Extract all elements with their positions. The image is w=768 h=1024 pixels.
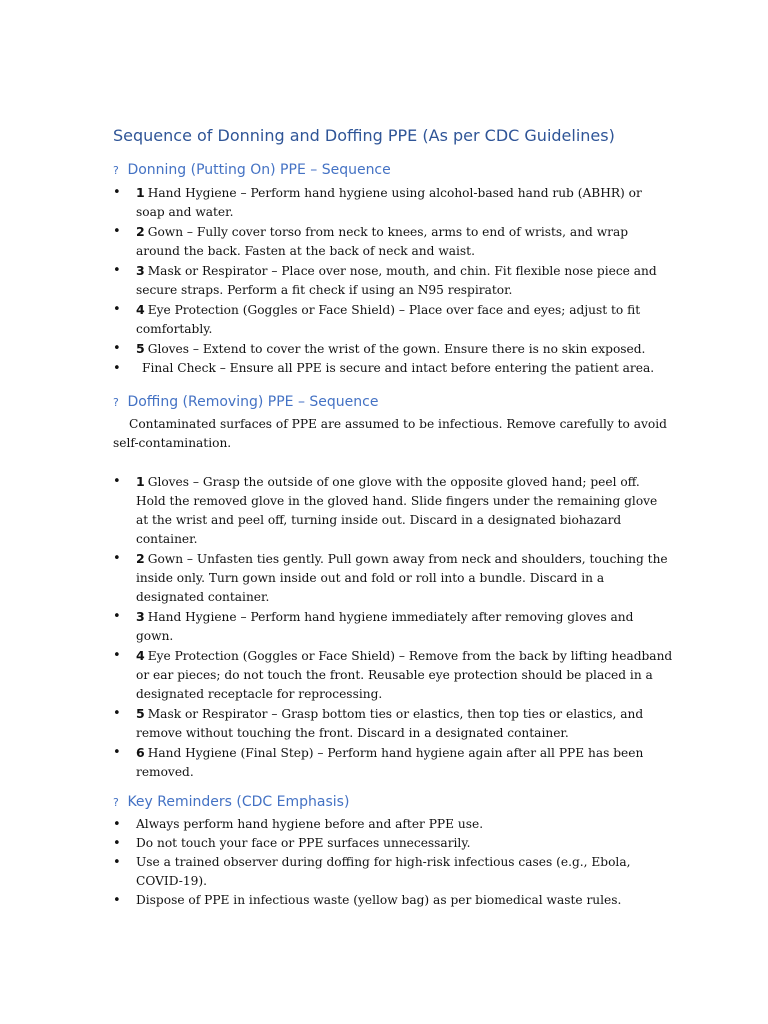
step-number: 4 xyxy=(136,648,145,663)
reminder-text: Dispose of PPE in infectious waste (yellow bag) as per biomedical waste rules. xyxy=(136,893,622,907)
donning-list xyxy=(113,183,673,378)
step-text: Final Check – Ensure all PPE is secure and intact before entering the patient area. xyxy=(142,361,655,375)
step-number: 2 xyxy=(136,224,145,239)
step-number: 1 xyxy=(136,474,145,489)
step-number: 5 xyxy=(136,341,145,356)
list-item xyxy=(113,891,673,910)
list-item xyxy=(113,834,673,853)
step-number: 5 xyxy=(136,706,145,721)
list-item xyxy=(113,549,673,607)
list-item xyxy=(113,646,673,704)
step-number: 4 xyxy=(136,302,145,317)
list-item xyxy=(113,853,673,891)
list-item xyxy=(113,743,673,782)
list-item xyxy=(113,339,673,359)
list-item xyxy=(113,300,673,339)
doffing-list xyxy=(113,472,673,782)
list-item xyxy=(113,359,673,378)
reminder-text: Use a trained observer during doffing for high-risk infectious cases (e.g., Ebola, COVID-19). xyxy=(136,855,631,888)
document-title: Sequence of Donning and Doffing PPE (As per CDC Guidelines) xyxy=(113,126,615,145)
step-text: Gown – Fully cover torso from neck to knees, arms to end of wrists, and wrap around the back. Fasten at the back of neck and waist. xyxy=(136,225,629,258)
missing-glyph-icon: ? xyxy=(113,396,119,409)
list-item xyxy=(113,222,673,261)
step-number: 3 xyxy=(136,609,145,624)
reminders-list xyxy=(113,815,673,910)
step-text: Hand Hygiene – Perform hand hygiene using alcohol-based hand rub (ABHR) or soap and water. xyxy=(136,186,642,219)
step-text: Mask or Respirator – Place over nose, mouth, and chin. Fit flexible nose piece and secure straps. Perform a fit check if using an N95 respirator. xyxy=(136,264,657,297)
step-text: Hand Hygiene – Perform hand hygiene immediately after removing gloves and gown. xyxy=(136,610,634,643)
list-item xyxy=(113,704,673,743)
list-item xyxy=(113,607,673,646)
step-number: 1 xyxy=(136,185,145,200)
step-text: Gown – Unfasten ties gently. Pull gown away from neck and shoulders, touching the inside only. Turn gown inside out and fold or roll into a bundle. Discard in a designated container. xyxy=(136,552,668,604)
step-text: Eye Protection (Goggles or Face Shield) – Place over face and eyes; adjust to fit comfortably. xyxy=(136,303,641,336)
reminders-heading-text: Key Reminders (CDC Emphasis) xyxy=(127,794,350,810)
list-item xyxy=(113,183,673,222)
spacer xyxy=(113,782,673,792)
step-number: 6 xyxy=(136,745,145,760)
step-text: Eye Protection (Goggles or Face Shield) – Remove from the back by lifting headband or ear pieces; do not touch the front. Reusable eye protection should be placed in a designated receptacle for reprocessing. xyxy=(136,649,673,701)
missing-glyph-icon: ? xyxy=(113,796,119,809)
reminder-text: Do not touch your face or PPE surfaces unnecessarily. xyxy=(136,836,471,850)
step-text: Gloves – Grasp the outside of one glove with the opposite gloved hand; peel off. Hold the removed glove in the gloved hand. Slide fingers under the remaining glove at the wrist and peel off, turning inside out. Discard in a designated biohazard container. xyxy=(136,475,658,546)
step-number: 3 xyxy=(136,263,145,278)
document-body xyxy=(113,124,673,910)
list-item xyxy=(113,472,673,549)
spacer xyxy=(113,378,673,392)
doffing-heading xyxy=(113,392,673,413)
doffing-heading-text: Doffing (Removing) PPE – Sequence xyxy=(127,394,379,410)
step-text: Hand Hygiene (Final Step) – Perform hand hygiene again after all PPE has been removed. xyxy=(136,746,644,779)
step-text: Gloves – Extend to cover the wrist of the gown. Ensure there is no skin exposed. xyxy=(147,342,646,356)
missing-glyph-icon: ? xyxy=(113,164,119,177)
reminders-heading xyxy=(113,792,673,813)
donning-heading-text: Donning (Putting On) PPE – Sequence xyxy=(127,162,391,178)
step-text: Mask or Respirator – Grasp bottom ties or elastics, then top ties or elastics, and remove without touching the front. Discard in a designated container. xyxy=(136,707,644,740)
donning-heading xyxy=(113,160,673,181)
reminder-text: Always perform hand hygiene before and after PPE use. xyxy=(136,817,484,831)
step-number: 2 xyxy=(136,551,145,566)
doffing-intro: Contaminated surfaces of PPE are assumed to be infectious. Remove carefully to avoid self-contamination. xyxy=(113,417,667,450)
list-item xyxy=(113,261,673,300)
list-item xyxy=(113,815,673,834)
